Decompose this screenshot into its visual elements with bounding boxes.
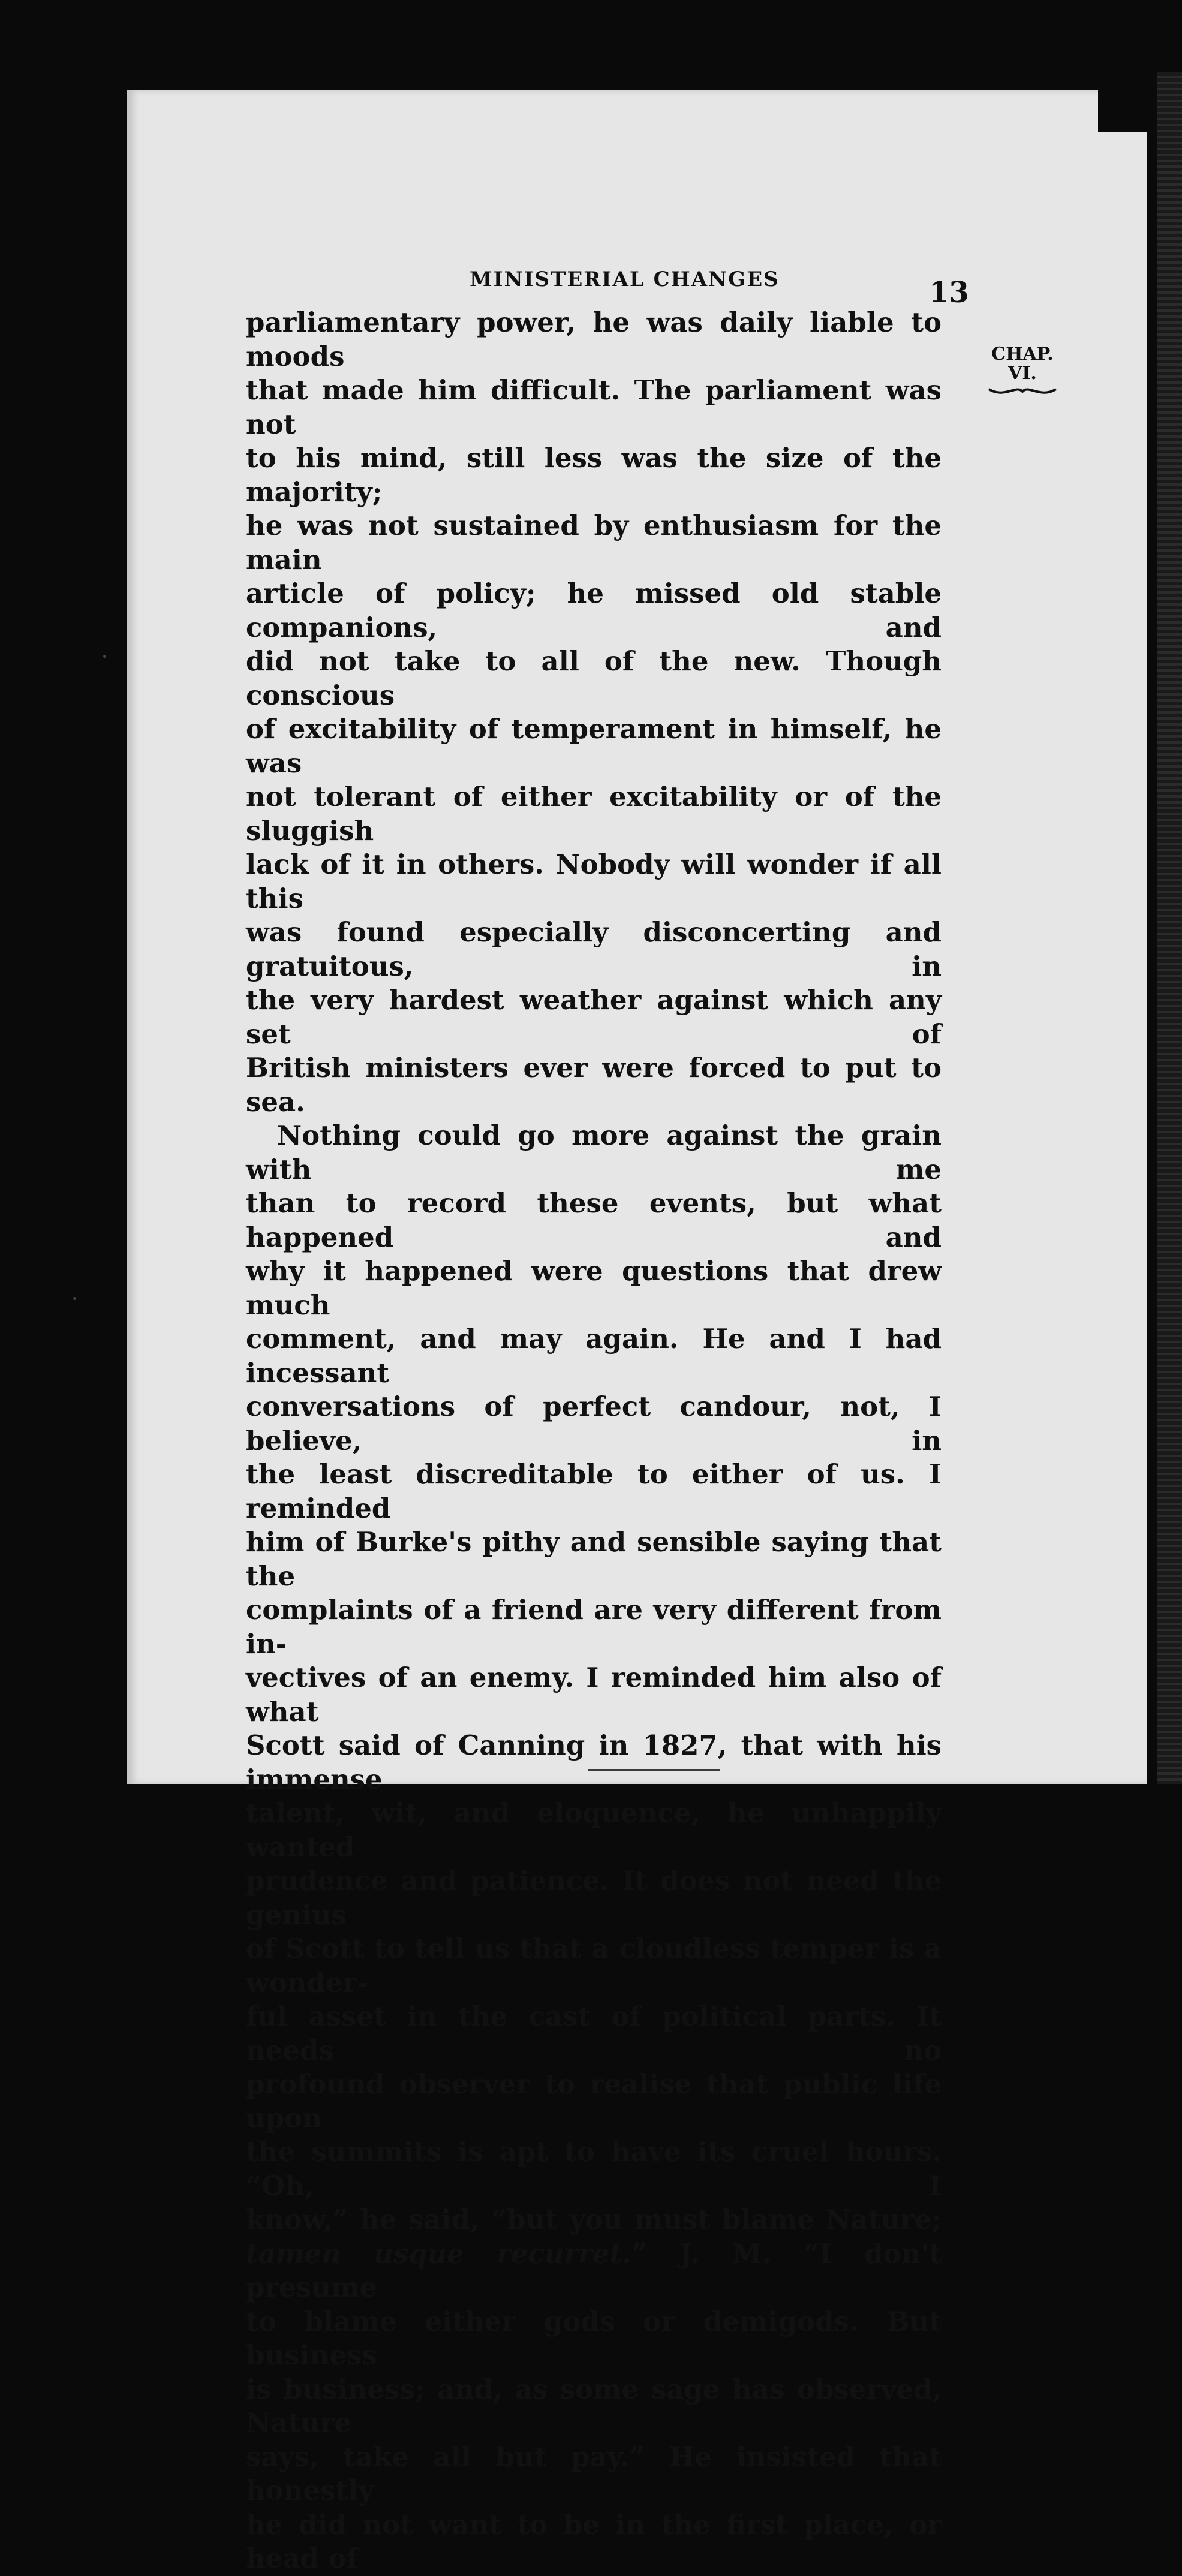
text-line: complaints of a friend are very different from in- [246,1594,942,1660]
text-line: did not take to all of the new. Though conscious [246,645,942,711]
text-line: is business; and, as some sage has observed, Nature [246,2373,942,2439]
text-line: of excitability of temperament in himself, he was [246,713,942,779]
text-line: Scott said of Canning in 1827, that with his immense [246,1729,942,1795]
page-number: 13 [929,276,969,309]
text-line: ful asset in the cast of political parts. It needs no [246,2000,942,2066]
text-line: to blame either gods or demigods. But business [246,2305,942,2371]
chapter-number: VI. [1008,363,1037,384]
text-line: why it happened were questions that drew much [246,1255,942,1321]
page-edge-shadow [1157,72,1182,1784]
text-line: was found especially disconcerting and gratuitous, in [246,916,942,982]
text-line: conversations of perfect candour, not, I believe, in [246,1391,942,1456]
text-line: talent, wit, and eloquence, he unhappily wanted [246,1797,942,1863]
scan-speck [103,655,106,658]
chapter-label: CHAP. [991,344,1054,365]
text-line: tamen usque recurret.” J. M. “I don't presume [246,2237,942,2303]
chapter-margin-note [986,345,1058,398]
text-line: vectives of an enemy. I reminded him also of what [246,1662,942,1728]
text-line: that made him difficult. The parliament was not [246,374,942,440]
text-line: of Scott to tell us that a cloudless temper is a wonder- [246,1933,942,1999]
running-title: MINISTERIAL CHANGES [470,267,780,291]
text-line: him of Burke's pithy and sensible saying that the [246,1526,942,1592]
scan-speck [73,1297,76,1300]
text-line: the least discreditable to either of us. I reminded [246,1458,942,1524]
text-line: comment, and may again. He and I had incessant [246,1323,942,1389]
text-line: British ministers ever were forced to put to sea. [246,1052,942,1118]
text-line: know,” he said, “but you must blame Nature; [246,2204,942,2235]
text-line: article of policy; he missed old stable companions, and [246,577,942,643]
paragraph-1 [246,306,942,1119]
ornamental-swash-icon [986,386,1058,398]
text-line: he did not want to be in the first place, or head of [246,2508,942,2574]
text-line: to his mind, still less was the size of the majority; [246,442,942,508]
text-line: parliamentary power, he was daily liable to moods [246,306,942,372]
text-line: he was not sustained by enthusiasm for the main [246,510,942,576]
text-line: says, take all but pay.” He insisted that honestly [246,2440,942,2506]
text-line: lack of it in others. Nobody will wonder if all this [246,848,942,914]
text-line: than to record these events, but what happened and [246,1187,942,1253]
text-line: prudence and patience. It does not need the genius [246,1865,942,1931]
text-line: the summits is apt to have its cruel hours. “Oh, I [246,2136,942,2202]
paragraph-2 [246,1119,942,2576]
text-line: not tolerant of either excitability or of the sluggish [246,781,942,847]
text-line: Nothing could go more against the grain with me [246,1120,942,1185]
text-line: profound observer to realise that public life upon [246,2068,942,2134]
body-text [246,306,942,2576]
text-line: the very hardest weather against which any set of [246,984,942,1050]
